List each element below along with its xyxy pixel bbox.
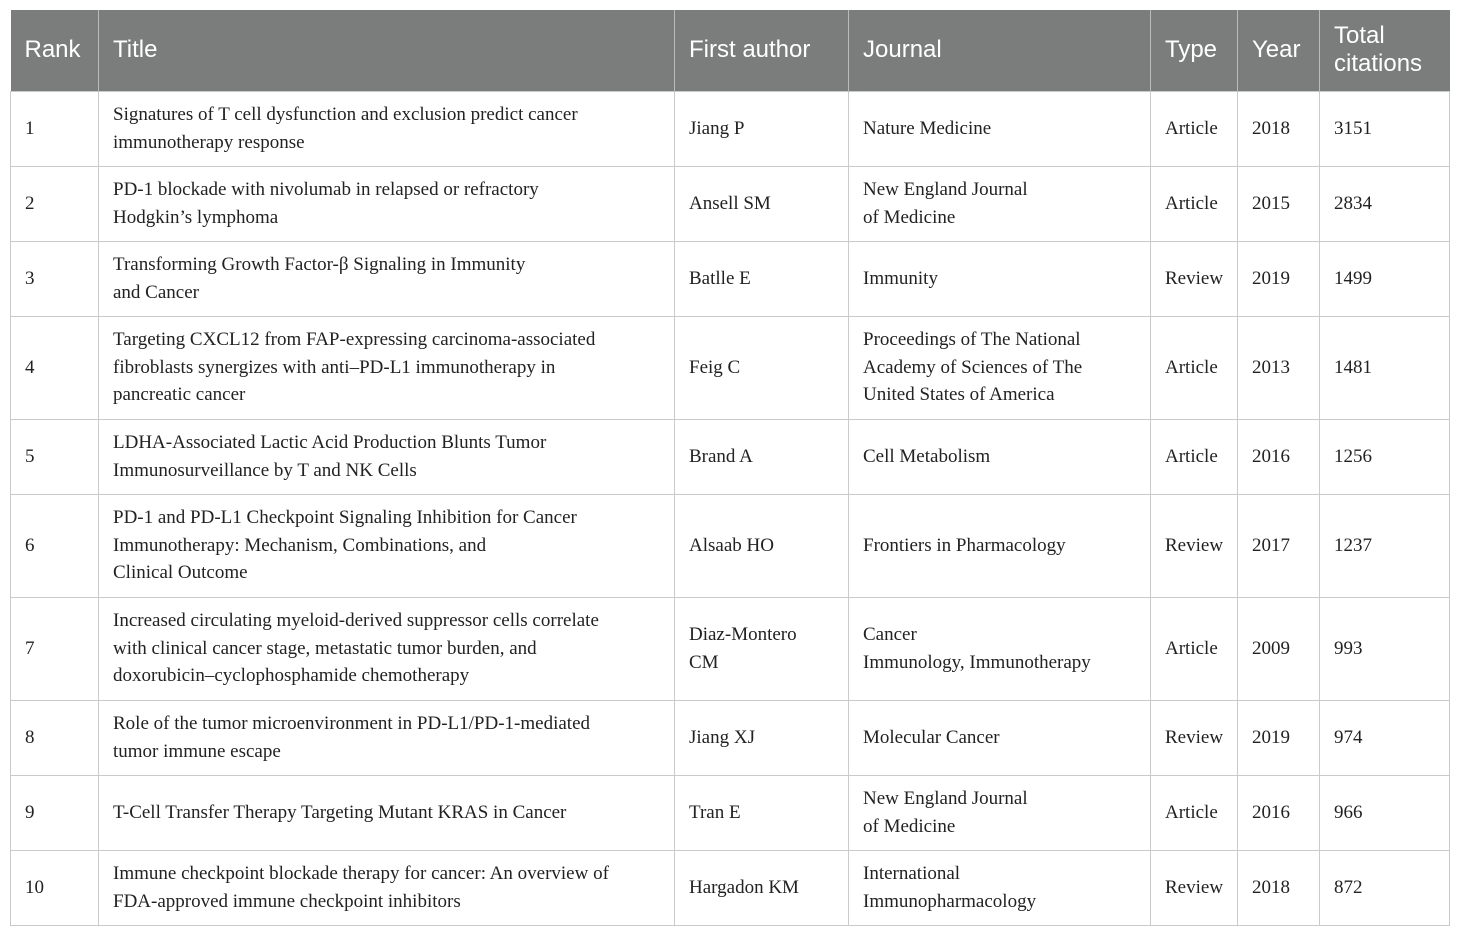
cell-journal: [849, 316, 1151, 419]
cell-year: 2016: [1238, 419, 1320, 494]
cell-first-author-text: Ansell SM: [689, 192, 771, 214]
cell-title-text: PD-1 and PD-L1 Checkpoint Signaling Inhibition for Cancer Immunotherapy: Mechanism, Combinations, and Clinical Outcome: [113, 507, 577, 584]
header-year: Year: [1238, 10, 1320, 91]
cell-year: 2019: [1238, 700, 1320, 775]
cell-year: 2009: [1238, 597, 1320, 700]
table-row: [11, 419, 1450, 494]
cell-rank: 4: [11, 316, 99, 419]
cell-first-author: [675, 316, 849, 419]
cell-journal: [849, 241, 1151, 316]
header-total-citations: [1320, 10, 1450, 91]
cell-total-citations: 2834: [1320, 166, 1450, 241]
cell-first-author: [675, 700, 849, 775]
cell-journal-text: Cancer Immunology, Immunotherapy: [863, 624, 1091, 673]
cell-year: 2013: [1238, 316, 1320, 419]
cell-title-text: PD-1 blockade with nivolumab in relapsed or refractory Hodgkin’s lymphoma: [113, 179, 539, 228]
cell-total-citations: 3151: [1320, 91, 1450, 166]
cell-first-author-text: Feig C: [689, 356, 741, 378]
table-row: [11, 241, 1450, 316]
cell-type: Article: [1151, 775, 1238, 850]
table-body: [11, 91, 1450, 925]
cell-title: [99, 775, 675, 850]
table-header: [11, 10, 1450, 91]
cell-total-citations: 872: [1320, 850, 1450, 925]
cell-first-author-text: Alsaab HO: [689, 534, 774, 556]
cell-journal: [849, 700, 1151, 775]
cell-journal: [849, 850, 1151, 925]
cell-title-text: Targeting CXCL12 from FAP-expressing carcinoma-associated fibroblasts synergizes with anti–PD-L1 immunotherapy in pancreatic cancer: [113, 329, 596, 406]
cell-rank: 1: [11, 91, 99, 166]
cell-journal-text: Frontiers in Pharmacology: [863, 534, 1066, 556]
cell-first-author-text: Tran E: [689, 801, 741, 823]
header-type: Type: [1151, 10, 1238, 91]
cell-title: [99, 166, 675, 241]
cell-year: 2017: [1238, 494, 1320, 597]
cell-journal: [849, 494, 1151, 597]
cell-journal-text: International Immunopharmacology: [863, 863, 1037, 912]
table-row: [11, 494, 1450, 597]
cell-title: [99, 316, 675, 419]
cell-year: 2019: [1238, 241, 1320, 316]
table-row: [11, 91, 1450, 166]
cell-rank: 8: [11, 700, 99, 775]
cell-type: Article: [1151, 316, 1238, 419]
table-row: [11, 850, 1450, 925]
cell-journal: [849, 419, 1151, 494]
top-cited-publications-table: [10, 10, 1450, 926]
cell-title-text: Signatures of T cell dysfunction and exclusion predict cancer immunotherapy response: [113, 104, 578, 153]
cell-first-author: [675, 91, 849, 166]
cell-title-text: Transforming Growth Factor-β Signaling in Immunity and Cancer: [113, 254, 526, 303]
cell-total-citations: 966: [1320, 775, 1450, 850]
cell-rank: 10: [11, 850, 99, 925]
cell-journal-text: Molecular Cancer: [863, 726, 1000, 748]
cell-journal-text: New England Journal of Medicine: [863, 788, 1028, 837]
cell-year: 2018: [1238, 91, 1320, 166]
cell-first-author-text: Jiang P: [689, 117, 745, 139]
cell-year: 2016: [1238, 775, 1320, 850]
header-journal: Journal: [849, 10, 1151, 91]
cell-first-author-text: Jiang XJ: [689, 726, 755, 748]
cell-type: Review: [1151, 494, 1238, 597]
cell-title: [99, 419, 675, 494]
cell-first-author-text: Diaz-Montero CM: [689, 624, 797, 673]
cell-total-citations: 993: [1320, 597, 1450, 700]
cell-total-citations: 1237: [1320, 494, 1450, 597]
cell-journal: [849, 166, 1151, 241]
cell-type: Article: [1151, 166, 1238, 241]
cell-journal: [849, 597, 1151, 700]
cell-title: [99, 241, 675, 316]
table-row: [11, 700, 1450, 775]
cell-total-citations: 1256: [1320, 419, 1450, 494]
cell-type: Review: [1151, 241, 1238, 316]
cell-first-author: [675, 241, 849, 316]
header-rank: Rank: [11, 10, 99, 91]
cell-first-author: [675, 775, 849, 850]
table-row: [11, 166, 1450, 241]
cell-title-text: Increased circulating myeloid-derived suppressor cells correlate with clinical cancer stage, metastatic tumor burden, and doxorubicin–cyclophosphamide chemotherapy: [113, 610, 599, 687]
cell-type: Article: [1151, 91, 1238, 166]
cell-title-text: LDHA-Associated Lactic Acid Production Blunts Tumor Immunosurveillance by T and NK Cells: [113, 432, 547, 481]
header-total-citations-label: Total citations: [1334, 22, 1423, 78]
cell-journal-text: New England Journal of Medicine: [863, 179, 1028, 228]
cell-total-citations: 1499: [1320, 241, 1450, 316]
header-first-author: First author: [675, 10, 849, 91]
cell-year: 2018: [1238, 850, 1320, 925]
table-row: [11, 597, 1450, 700]
cell-year: 2015: [1238, 166, 1320, 241]
cell-rank: 5: [11, 419, 99, 494]
cell-title-text: Role of the tumor microenvironment in PD-L1/PD-1-mediated tumor immune escape: [113, 713, 591, 762]
cell-rank: 2: [11, 166, 99, 241]
cell-journal-text: Proceedings of The National Academy of Sciences of The United States of America: [863, 329, 1083, 406]
cell-rank: 6: [11, 494, 99, 597]
cell-type: Review: [1151, 850, 1238, 925]
cell-first-author: [675, 419, 849, 494]
cell-first-author: [675, 166, 849, 241]
cell-first-author-text: Brand A: [689, 445, 753, 467]
cell-journal: [849, 775, 1151, 850]
cell-journal-text: Cell Metabolism: [863, 445, 991, 467]
cell-title: [99, 494, 675, 597]
cell-journal: [849, 91, 1151, 166]
cell-type: Article: [1151, 597, 1238, 700]
cell-title-text: T-Cell Transfer Therapy Targeting Mutant KRAS in Cancer: [113, 801, 567, 823]
cell-first-author: [675, 597, 849, 700]
table-row: [11, 775, 1450, 850]
cell-first-author: [675, 850, 849, 925]
cell-rank: 7: [11, 597, 99, 700]
cell-total-citations: 974: [1320, 700, 1450, 775]
cell-title-text: Immune checkpoint blockade therapy for cancer: An overview of FDA-approved immune checkpoint inhibitors: [113, 863, 609, 912]
citation-table-container: [10, 10, 1449, 926]
cell-title: [99, 91, 675, 166]
cell-first-author: [675, 494, 849, 597]
cell-title: [99, 700, 675, 775]
header-title: Title: [99, 10, 675, 91]
cell-first-author-text: Batlle E: [689, 267, 751, 289]
cell-title: [99, 597, 675, 700]
cell-first-author-text: Hargadon KM: [689, 876, 799, 898]
cell-title: [99, 850, 675, 925]
cell-rank: 9: [11, 775, 99, 850]
header-row: [11, 10, 1450, 91]
cell-type: Review: [1151, 700, 1238, 775]
cell-total-citations: 1481: [1320, 316, 1450, 419]
table-row: [11, 316, 1450, 419]
cell-journal-text: Nature Medicine: [863, 117, 992, 139]
cell-type: Article: [1151, 419, 1238, 494]
cell-rank: 3: [11, 241, 99, 316]
cell-journal-text: Immunity: [863, 267, 938, 289]
